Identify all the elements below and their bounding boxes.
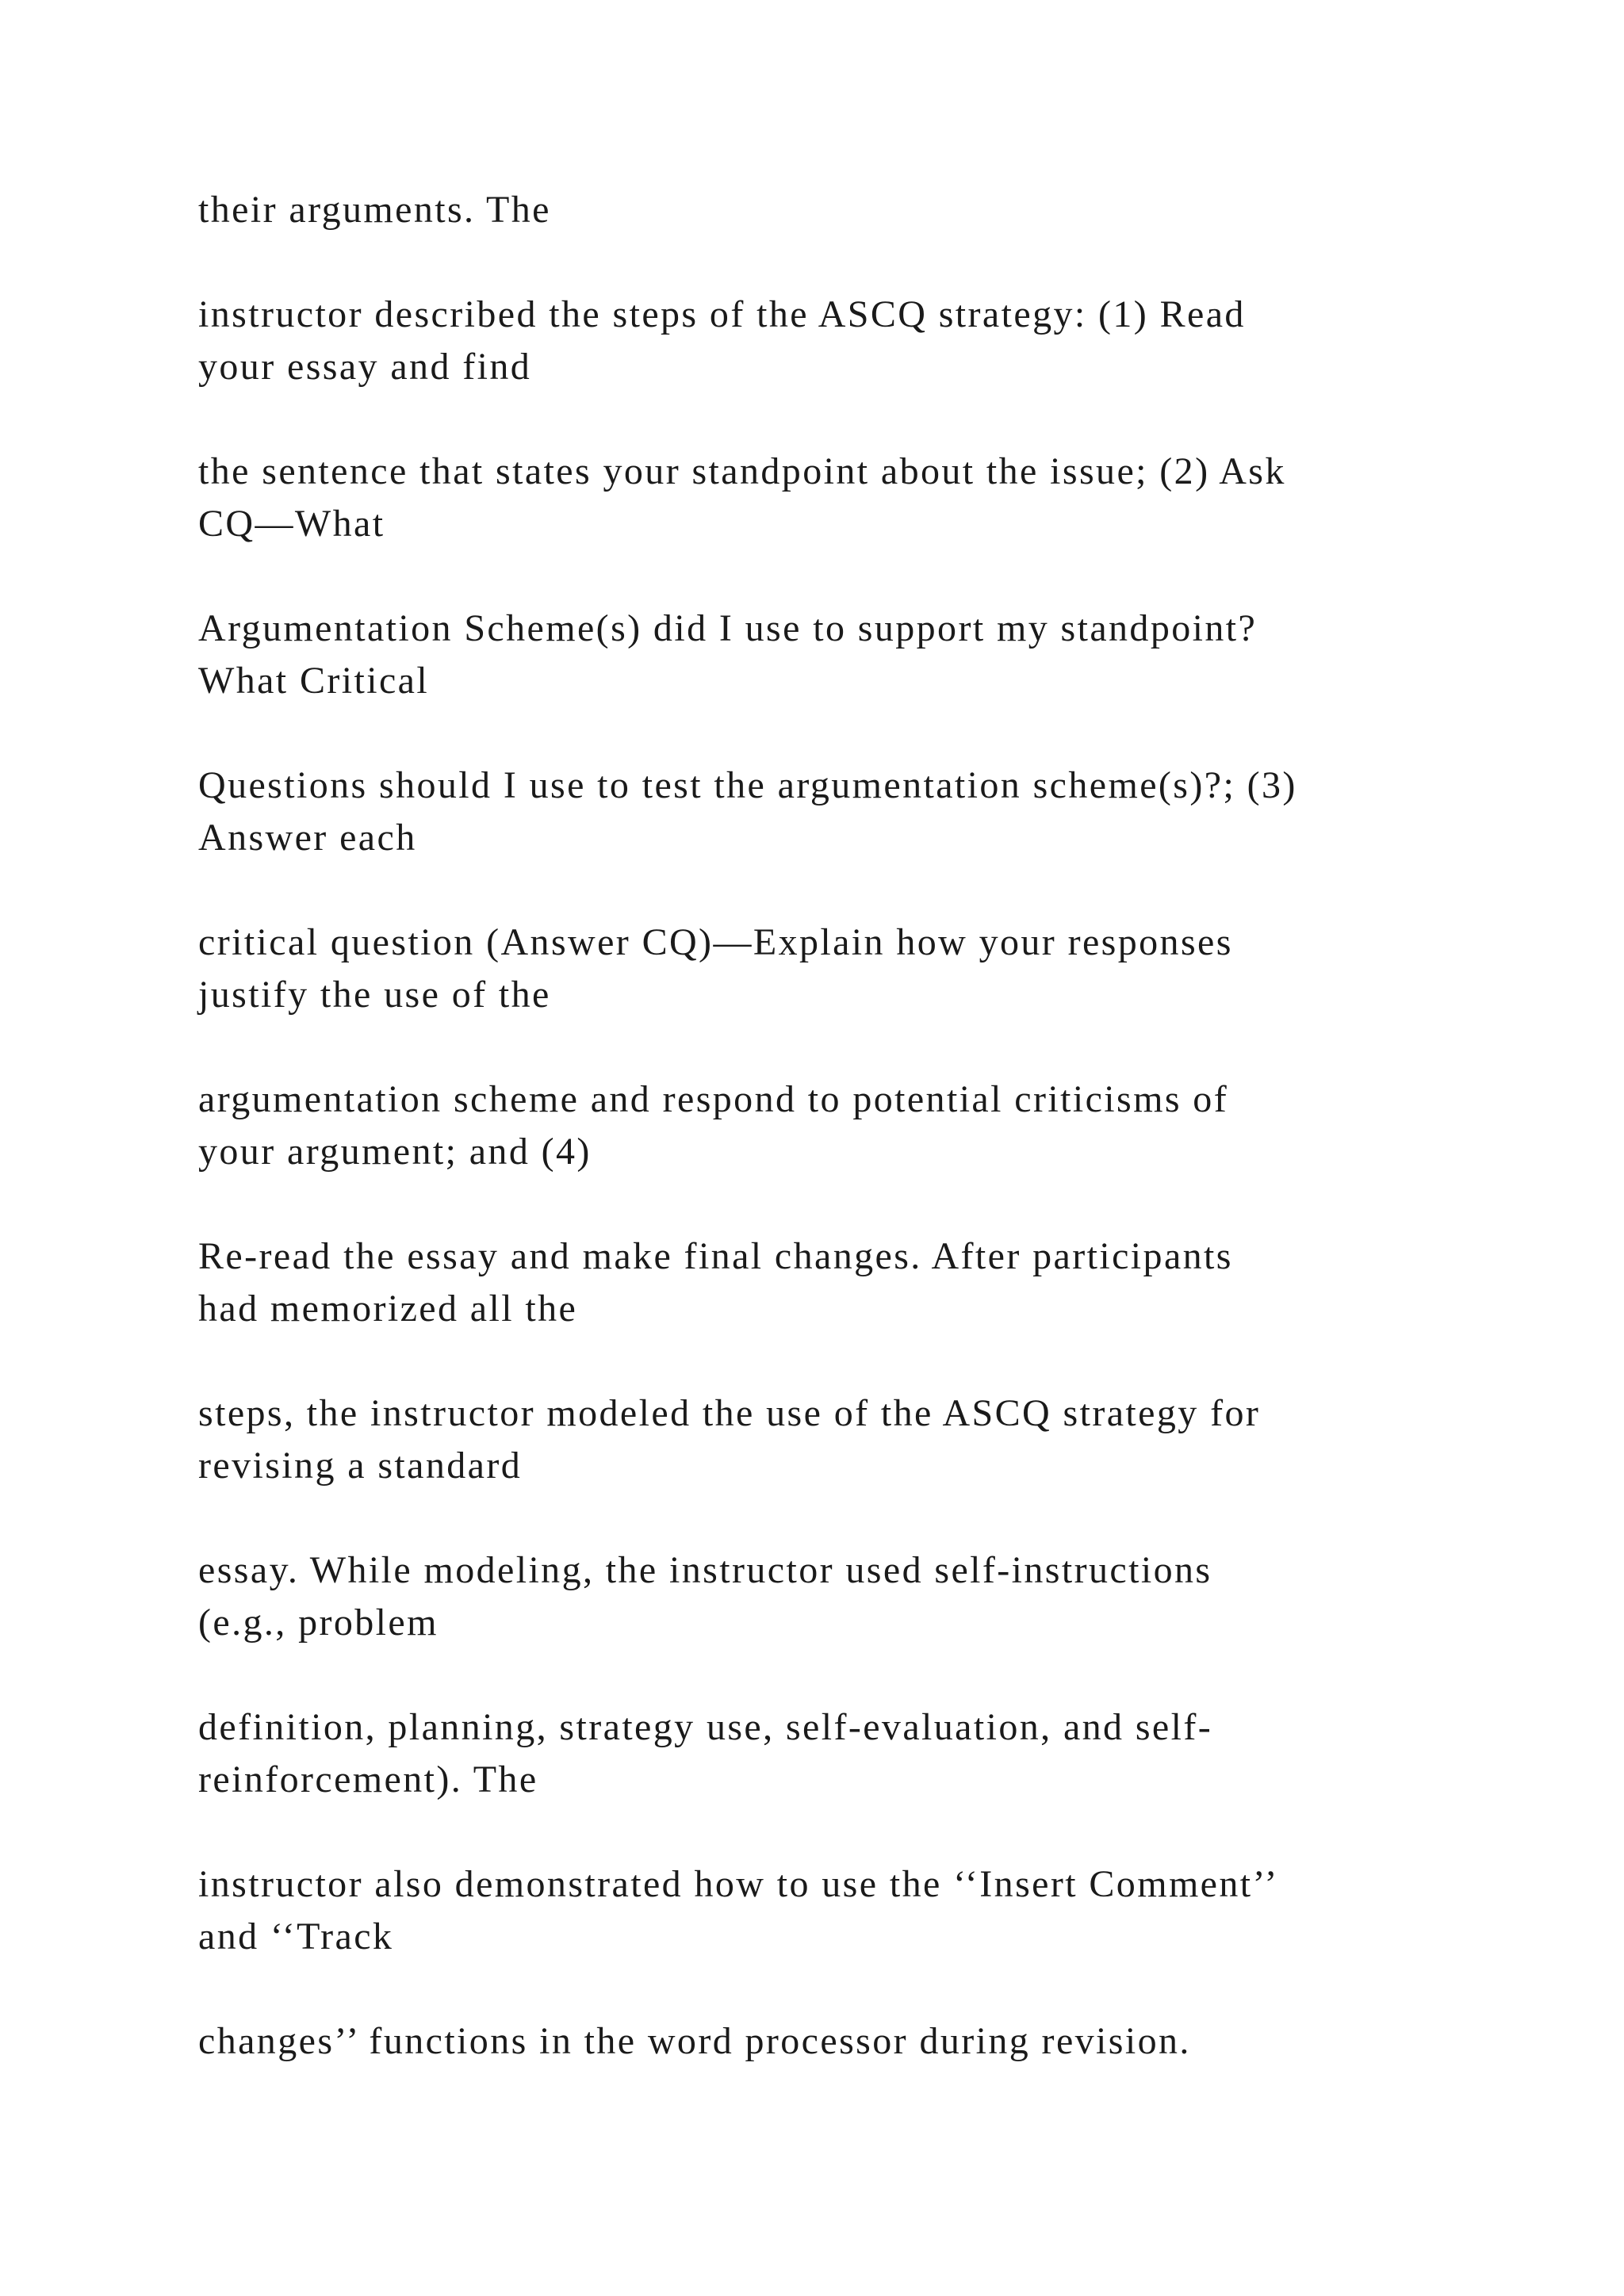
text-line: Answer each bbox=[198, 817, 417, 859]
text-line: definition, planning, strategy use, self-evaluation, and self- bbox=[198, 1706, 1213, 1748]
text-line: their arguments. The bbox=[198, 189, 551, 231]
text-line: Re-read the essay and make final changes. After participants bbox=[198, 1235, 1233, 1277]
paragraph bbox=[198, 916, 1546, 1021]
text-line: justify the use of the bbox=[198, 974, 551, 1016]
text-line: Questions should I use to test the argumentation scheme(s)?; (3) bbox=[198, 764, 1297, 806]
text-line: and ‘‘Track bbox=[198, 1915, 394, 1957]
document-body bbox=[198, 184, 1546, 2120]
text-line: (e.g., problem bbox=[198, 1601, 439, 1644]
text-line: your argument; and (4) bbox=[198, 1131, 592, 1173]
text-line: changes’’ functions in the word processor during revision. bbox=[198, 2020, 1191, 2062]
paragraph bbox=[198, 446, 1546, 550]
text-line: steps, the instructor modeled the use of the ASCQ strategy for bbox=[198, 1392, 1261, 1434]
text-line: the sentence that states your standpoint about the issue; (2) Ask bbox=[198, 450, 1286, 492]
paragraph bbox=[198, 1858, 1546, 1963]
text-line: instructor also demonstrated how to use the ‘‘Insert Comment’’ bbox=[198, 1863, 1279, 1905]
paragraph bbox=[198, 760, 1546, 864]
text-line: critical question (Answer CQ)—Explain how your responses bbox=[198, 921, 1233, 963]
text-line: had memorized all the bbox=[198, 1288, 578, 1330]
text-line: Argumentation Scheme(s) did I use to support my standpoint? bbox=[198, 607, 1258, 649]
paragraph bbox=[198, 1701, 1546, 1806]
paragraph bbox=[198, 1387, 1546, 1492]
text-line: revising a standard bbox=[198, 1445, 523, 1487]
text-line: What Critical bbox=[198, 660, 430, 702]
paragraph bbox=[198, 1230, 1546, 1335]
paragraph bbox=[198, 2015, 1546, 2068]
text-line: instructor described the steps of the ASCQ strategy: (1) Read bbox=[198, 293, 1246, 335]
paragraph bbox=[198, 603, 1546, 707]
paragraph bbox=[198, 1073, 1546, 1178]
paragraph bbox=[198, 289, 1546, 393]
text-line: CQ—What bbox=[198, 503, 385, 545]
text-line: your essay and find bbox=[198, 346, 532, 388]
paragraph bbox=[198, 184, 1546, 236]
text-line: reinforcement). The bbox=[198, 1758, 538, 1800]
text-line: argumentation scheme and respond to potential criticisms of bbox=[198, 1078, 1229, 1120]
paragraph bbox=[198, 1544, 1546, 1649]
text-line: essay. While modeling, the instructor used self-instructions bbox=[198, 1549, 1212, 1591]
